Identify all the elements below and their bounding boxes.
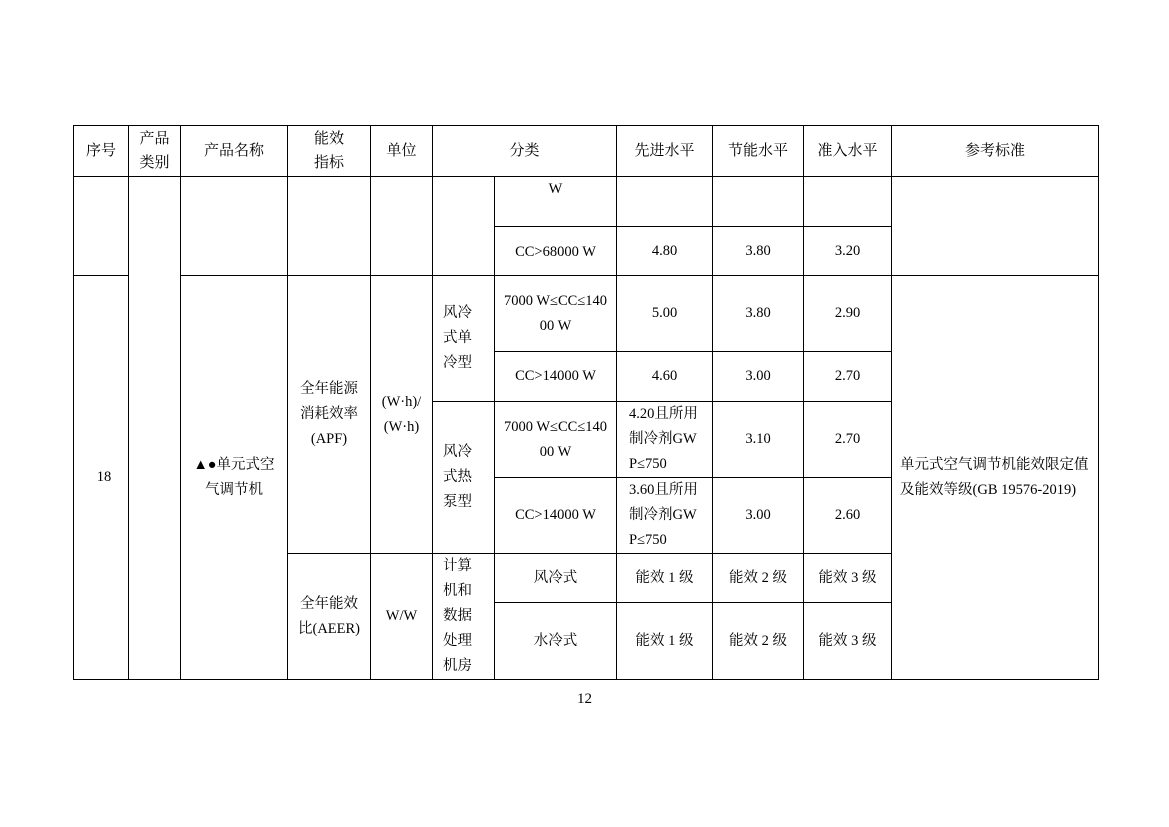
type-cell	[433, 177, 495, 276]
advanced-cell: 能效 1 级	[617, 554, 713, 603]
header-saving: 节能水平	[713, 126, 804, 177]
header-row	[74, 126, 1099, 177]
entry-cell: 2.70	[804, 402, 892, 478]
entry-cell: 能效 3 级	[804, 554, 892, 603]
header-indicator: 能效指标	[288, 126, 371, 177]
table-row	[74, 276, 1099, 352]
saving-cell: 3.00	[713, 352, 804, 402]
type-cell: 计算机和数据处理机房	[433, 554, 495, 680]
header-name: 产品名称	[181, 126, 288, 177]
advanced-cell: 能效 1 级	[617, 603, 713, 680]
standard-cell: 单元式空气调节机能效限定值及能效等级(GB 19576-2019)	[892, 276, 1099, 680]
indicator-cell: 全年能效比(AEER)	[288, 554, 371, 680]
advanced-cell: 5.00	[617, 276, 713, 352]
saving-cell: 能效 2 级	[713, 554, 804, 603]
page-number: 12	[577, 691, 592, 707]
entry-cell: 2.70	[804, 352, 892, 402]
header-standard: 参考标准	[892, 126, 1099, 177]
unit-cell	[371, 177, 433, 276]
indicator-cell	[288, 177, 371, 276]
sub-cell: W	[495, 177, 617, 227]
energy-efficiency-table	[73, 125, 1099, 680]
type-cell: 风冷式热泵型	[433, 402, 495, 554]
header-classification: 分类	[433, 126, 617, 177]
entry-cell	[804, 177, 892, 227]
header-category: 产品类别	[129, 126, 181, 177]
unit-cell: W/W	[371, 554, 433, 680]
advanced-cell: 4.20且所用制冷剂GWP≤750	[617, 402, 713, 478]
seq-cell	[74, 177, 129, 276]
name-cell	[181, 177, 288, 276]
saving-cell: 3.80	[713, 227, 804, 276]
advanced-cell	[617, 177, 713, 227]
header-seq: 序号	[74, 126, 129, 177]
sub-cell: 7000 W≤CC≤14000 W	[495, 402, 617, 478]
sub-cell: CC>68000 W	[495, 227, 617, 276]
unit-cell: (W·h)/(W·h)	[371, 276, 433, 554]
entry-cell: 能效 3 级	[804, 603, 892, 680]
header-unit: 单位	[371, 126, 433, 177]
sub-cell: 7000 W≤CC≤14000 W	[495, 276, 617, 352]
sub-cell: CC>14000 W	[495, 478, 617, 554]
header-advanced: 先进水平	[617, 126, 713, 177]
seq-cell: 18	[74, 276, 129, 680]
standard-cell	[892, 177, 1099, 276]
name-cell: ▲●单元式空气调节机	[181, 276, 288, 680]
sub-cell: 风冷式	[495, 554, 617, 603]
sub-cell: CC>14000 W	[495, 352, 617, 402]
saving-cell	[713, 177, 804, 227]
saving-cell: 3.80	[713, 276, 804, 352]
sub-cell: 水冷式	[495, 603, 617, 680]
header-entry: 准入水平	[804, 126, 892, 177]
entry-cell: 3.20	[804, 227, 892, 276]
category-cell	[129, 177, 181, 680]
saving-cell: 3.10	[713, 402, 804, 478]
type-cell: 风冷式单冷型	[433, 276, 495, 402]
table-row	[74, 177, 1099, 227]
entry-cell: 2.90	[804, 276, 892, 352]
saving-cell: 能效 2 级	[713, 603, 804, 680]
saving-cell: 3.00	[713, 478, 804, 554]
advanced-cell: 4.80	[617, 227, 713, 276]
advanced-cell: 4.60	[617, 352, 713, 402]
entry-cell: 2.60	[804, 478, 892, 554]
indicator-cell: 全年能源消耗效率(APF)	[288, 276, 371, 554]
advanced-cell: 3.60且所用制冷剂GWP≤750	[617, 478, 713, 554]
